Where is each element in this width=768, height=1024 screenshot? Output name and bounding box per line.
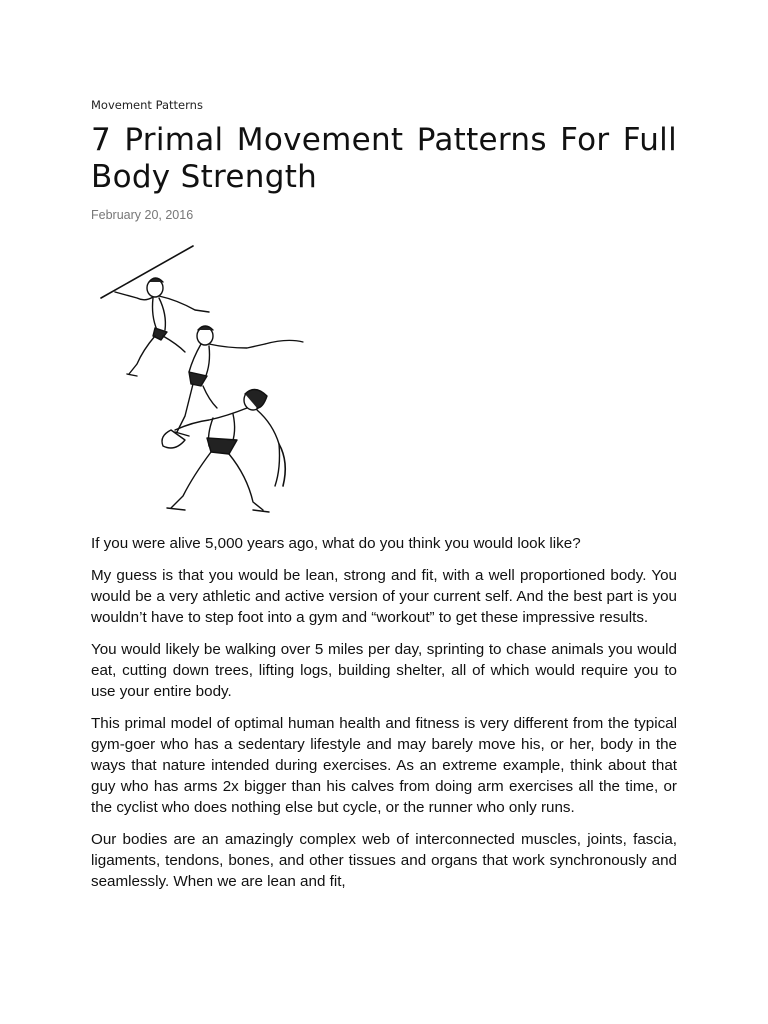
primal-hunters-illustration	[97, 240, 327, 518]
hunter-figure-2	[175, 326, 303, 436]
publish-date: February 20, 2016	[91, 208, 194, 222]
hunter-figure-1	[115, 278, 209, 376]
paragraph: This primal model of optimal human health and fitness is very different from the typical gym-goer who has a sedentary lifestyle and may barely move his, or her, body in the ways that nature intended during exercises. As an extreme example, think about that guy who has arms 2x bigger than his calves from doing arm exercises all the time, or the cyclist who does nothing else but cycle, or the runner who only runs.	[91, 715, 677, 816]
paragraph: If you were alive 5,000 years ago, what do you think you would look like?	[91, 535, 581, 552]
category-label[interactable]: Movement Patterns	[91, 98, 203, 112]
article-title: 7 Primal Movement Patterns For Full Body Strength	[91, 122, 677, 195]
paragraph: You would likely be walking over 5 miles per day, sprinting to chase animals you would eat, cutting down trees, lifting logs, building shelter, all of which would require you to use your entire body.	[91, 641, 677, 700]
paragraph: Our bodies are an amazingly complex web of interconnected muscles, joints, fascia, ligaments, tendons, bones, and other tissues and organs that work synchronously and seamlessly. When we are lean and fit,	[91, 831, 677, 890]
paragraph: My guess is that you would be lean, strong and fit, with a well proportioned body. You would be a very athletic and active version of your current self. And the best part is you wouldn’t have to step foot into a gym and “workout” to get these impressive results.	[91, 567, 677, 626]
hunter-figure-3	[162, 389, 285, 512]
article-body	[91, 533, 677, 903]
